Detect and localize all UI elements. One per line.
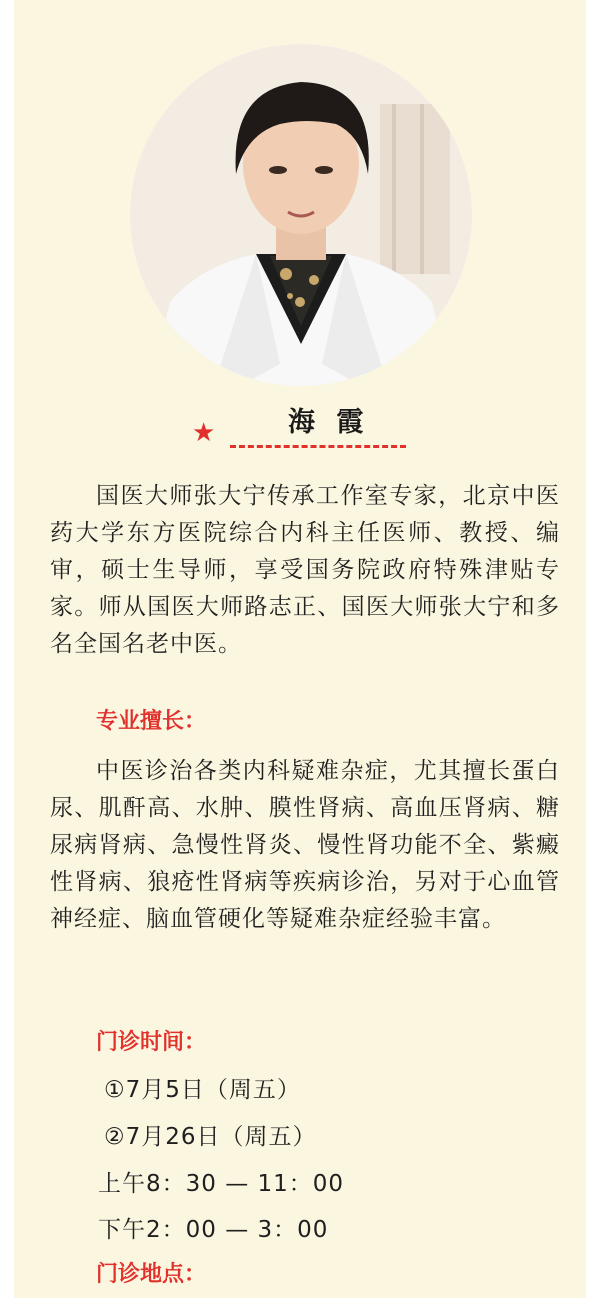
afternoon-hours: 下午2：00 — 3：00: [98, 1217, 329, 1243]
page-edge-right: [586, 0, 600, 1298]
page-edge-left: [0, 0, 14, 1298]
doctor-name: 海 霞: [288, 407, 370, 438]
star-icon: ★: [192, 418, 216, 448]
morning-hours: 上午8：30 — 11：00: [98, 1171, 345, 1197]
clinic-date-2: ②7月26日（周五）: [104, 1124, 317, 1150]
clinic-date-1: ①7月5日（周五）: [104, 1077, 301, 1103]
clinic-location-heading: 门诊地点：: [96, 1262, 207, 1287]
portrait-image: [130, 44, 472, 386]
specialty-text: 中医诊治各类内科疑难杂症，尤其擅长蛋白尿、肌酐高、水肿、膜性肾病、高血压肾病、糖尿病肾病、急慢性肾炎、慢性肾功能不全、紫癜性肾病、狼疮性肾病等疾病诊治，另对于心血管神经症、脑血管硬化等疑难杂症经验丰富。: [50, 758, 560, 932]
specialty-heading: 专业擅长：: [96, 709, 207, 734]
clinic-hours-heading: 门诊时间：: [96, 1030, 207, 1055]
name-divider: [230, 445, 406, 448]
name-row: [0, 404, 600, 448]
doctor-bio: 国医大师张大宁传承工作室专家，北京中医药大学东方医院综合内科主任医师、教授、编审，硕士生导师，享受国务院政府特殊津贴专家。师从国医大师路志正、国医大师张大宁和多名全国名老中医。: [50, 483, 560, 657]
doctor-portrait: [130, 44, 472, 386]
